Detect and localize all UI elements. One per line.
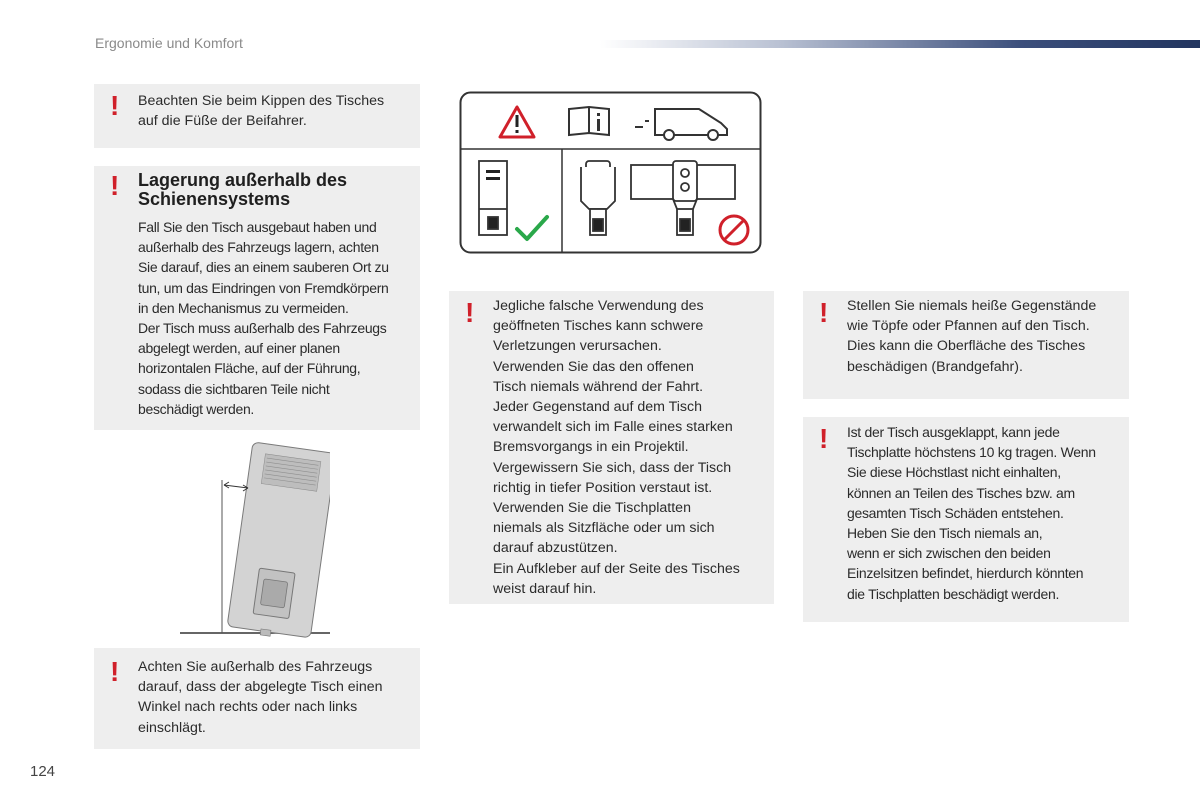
storage-heading: Lagerung außerhalb des Schienensystems [138, 170, 348, 209]
misuse-warning-text: Jegliche falsche Verwendung des geöffneten Tisches kann schwere Verletzungen verursachen. Verwenden Sie das den offenen Tisch niemals während der Fahrt. Jeder Gegenstand auf dem Tisch verwandelt sich im Falle eines starken Bremsvorgangs in ein Projektil. Vergewissern Sie sich, dass der Tisch richtig in tiefer Position verstaut ist. Verwenden Sie die Tischplatten niemals als Sitzfläche oder um sich darauf abzustützen. Ein Aufkleber auf der Seite des Tisches weist darauf hin. [493, 298, 740, 597]
warning-mark: ! [465, 297, 475, 328]
hot-objects-warning-text: Stellen Sie niemals heiße Gegenstände wie Töpfe oder Pfannen auf den Tisch. Dies kann die Oberfläche des Tisches beschädigen (Brandgefahr). [847, 298, 1097, 375]
section-title: Ergonomie und Komfort [95, 35, 243, 51]
tilt-note-box [94, 84, 420, 148]
tilt-note-text: Beachten Sie beim Kippen des Tisches auf die Füße der Beifahrer. [138, 93, 385, 130]
warning-mark: ! [110, 656, 120, 687]
header-gradient-bar [600, 40, 1200, 48]
page-number: 124 [30, 763, 56, 780]
storage-note-box [94, 166, 420, 430]
safety-sticker-pictogram [459, 91, 762, 254]
warning-mark: ! [110, 170, 120, 201]
warning-mark: ! [819, 423, 829, 454]
warning-mark: ! [819, 297, 829, 328]
storage-body: Fall Sie den Tisch ausgebaut haben und außerhalb des Fahrzeugs lagern, achten Sie darauf, dies an einem sauberen Ort zu tun, um das Eindringen von Fremdkörpern in den Mechanismus zu vermeiden. Der Tisch muss außerhalb des Fahrzeugs abgelegt werden, auf einer planen horizontalen Fläche, auf der Führung, sodass die sichtbaren Teile nicht beschädigt werden. [138, 219, 389, 417]
angle-note-text: Achten Sie außerhalb des Fahrzeugs darauf, dass der abgelegte Tisch einen Winkel nach rechts oder nach links einschlägt. [138, 659, 383, 736]
load-warning-text: Ist der Tisch ausgeklappt, kann jede Tischplatte höchstens 10 kg tragen. Wenn Sie diese Höchstlast nicht einhalten, können an Teilen des Tisches bzw. am gesamten Tisch Schäden entstehen. Heben Sie den Tisch niemals an, wenn er sich zwischen den beiden Einzelsitzen befindet, hierdurch könnten die Tischplatten beschädigt werden. [847, 424, 1096, 602]
table-stored-illustration [180, 440, 330, 640]
angle-note-box [94, 648, 420, 749]
misuse-warning-box [449, 291, 774, 604]
load-warning-box [803, 417, 1129, 622]
warning-mark: ! [110, 90, 120, 121]
hot-objects-warning-box [803, 291, 1129, 399]
